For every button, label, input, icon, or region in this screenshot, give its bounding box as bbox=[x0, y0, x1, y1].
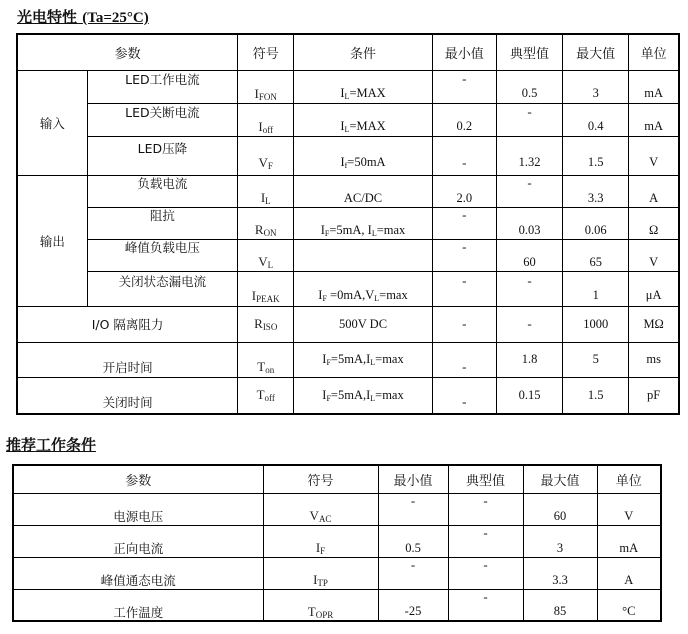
max-cell: 1000 bbox=[563, 306, 629, 342]
table-row bbox=[17, 239, 679, 271]
table-row bbox=[17, 271, 679, 306]
param-cell: I/O 隔离阻力 bbox=[17, 306, 238, 342]
symbol-cell: $I_{FON}$ bbox=[238, 70, 294, 103]
section-title-text: 光电特性 bbox=[17, 8, 78, 26]
header-typ: 典型值 bbox=[448, 465, 523, 493]
typ-cell: 0.5 bbox=[496, 70, 562, 103]
param-cell: 开启时间 bbox=[17, 342, 238, 377]
table-row bbox=[17, 306, 679, 342]
unit-cell: V bbox=[629, 239, 679, 271]
table-row bbox=[17, 342, 679, 377]
table-row bbox=[17, 175, 679, 207]
param-cell: LED压降 bbox=[87, 136, 237, 175]
unit-cell: mA bbox=[629, 70, 679, 103]
section-title-condition: (Ta=25°C) bbox=[82, 10, 149, 26]
unit-cell: MΩ bbox=[629, 306, 679, 342]
max-cell: 0.4 bbox=[563, 103, 629, 136]
condition-cell: $I_F =0mA,V_L=\max$ bbox=[294, 271, 432, 306]
max-cell: 0.06 bbox=[563, 207, 629, 239]
max-cell: 5 bbox=[563, 342, 629, 377]
param-cell: 关闭时间 bbox=[17, 377, 238, 414]
symbol-cell: $T_{OPR}$ bbox=[263, 589, 378, 621]
param-cell: 电源电压 bbox=[13, 493, 263, 525]
symbol-cell: $I_{off}$ bbox=[238, 103, 294, 136]
param-cell: 关闭状态漏电流 bbox=[87, 271, 237, 306]
max-cell: 1 bbox=[563, 271, 629, 306]
unit-cell: V bbox=[597, 493, 661, 525]
condition-cell: 500V DC bbox=[294, 306, 432, 342]
symbol-cell: $R_{ISO}$ bbox=[238, 306, 294, 342]
condition-cell: $I_L=MAX$ bbox=[294, 103, 432, 136]
max-cell: 3.3 bbox=[563, 175, 629, 207]
table-row bbox=[13, 525, 661, 557]
typ-cell: 0.03 bbox=[496, 207, 562, 239]
symbol-cell: $I_{PEAK}$ bbox=[238, 271, 294, 306]
max-cell: 65 bbox=[563, 239, 629, 271]
group-label-output: 输出 bbox=[17, 175, 87, 306]
table-row bbox=[13, 557, 661, 589]
header-max: 最大值 bbox=[563, 34, 629, 70]
param-cell: 峰值通态电流 bbox=[13, 557, 263, 589]
min-cell: - bbox=[432, 271, 496, 306]
condition-cell: $I_F=5mA,I_L=\max$ bbox=[294, 342, 432, 377]
group-label-input: 输入 bbox=[17, 70, 87, 175]
min-cell: 0.2 bbox=[432, 103, 496, 136]
header-min: 最小值 bbox=[432, 34, 496, 70]
condition-cell bbox=[294, 239, 432, 271]
unit-cell: Ω bbox=[629, 207, 679, 239]
param-cell: LED关断电流 bbox=[87, 103, 237, 136]
min-cell: - bbox=[432, 239, 496, 271]
typ-cell: - bbox=[448, 557, 523, 589]
symbol-cell: $I_{TP}$ bbox=[263, 557, 378, 589]
typ-cell: 0.15 bbox=[496, 377, 562, 414]
min-cell: - bbox=[432, 207, 496, 239]
max-cell: 85 bbox=[523, 589, 597, 621]
unit-cell: pF bbox=[629, 377, 679, 414]
typ-cell: - bbox=[496, 306, 562, 342]
section-title-recommended: 推荐工作条件 bbox=[6, 436, 97, 454]
header-row bbox=[13, 465, 661, 493]
condition-cell: AC/DC bbox=[294, 175, 432, 207]
unit-cell: mA bbox=[629, 103, 679, 136]
symbol-cell: $V_L$ bbox=[238, 239, 294, 271]
electro-optical-table bbox=[16, 33, 680, 415]
typ-cell: - bbox=[448, 589, 523, 621]
min-cell: 0.5 bbox=[378, 525, 448, 557]
table-row bbox=[17, 207, 679, 239]
table-row bbox=[17, 70, 679, 103]
max-cell: 3 bbox=[523, 525, 597, 557]
min-cell: - bbox=[432, 70, 496, 103]
condition-cell: $I_L=MAX$ bbox=[294, 70, 432, 103]
min-cell: - bbox=[432, 377, 496, 414]
recommended-conditions-table bbox=[12, 464, 662, 622]
unit-cell: V bbox=[629, 136, 679, 175]
max-cell: 1.5 bbox=[563, 377, 629, 414]
typ-cell: - bbox=[496, 271, 562, 306]
min-cell: - bbox=[378, 557, 448, 589]
min-cell: - bbox=[432, 342, 496, 377]
symbol-cell: $T_{off}$ bbox=[238, 377, 294, 414]
param-cell: 正向电流 bbox=[13, 525, 263, 557]
unit-cell: ms bbox=[629, 342, 679, 377]
unit-cell: A bbox=[597, 557, 661, 589]
symbol-cell: $V_{AC}$ bbox=[263, 493, 378, 525]
condition-cell: $I_f=50mA$ bbox=[294, 136, 432, 175]
header-min: 最小值 bbox=[378, 465, 448, 493]
header-symbol: 符号 bbox=[238, 34, 294, 70]
table-row bbox=[13, 589, 661, 621]
header-condition: 条件 bbox=[294, 34, 432, 70]
header-unit: 单位 bbox=[597, 465, 661, 493]
section-title-electro-optical bbox=[17, 6, 149, 27]
header-row bbox=[17, 34, 679, 70]
symbol-cell: $V_F$ bbox=[238, 136, 294, 175]
param-cell: 负载电流 bbox=[87, 175, 237, 207]
unit-cell: A bbox=[629, 175, 679, 207]
symbol-cell: $T_{on}$ bbox=[238, 342, 294, 377]
param-cell: 峰值负载电压 bbox=[87, 239, 237, 271]
typ-cell: - bbox=[496, 175, 562, 207]
typ-cell: - bbox=[448, 525, 523, 557]
header-typ: 典型值 bbox=[496, 34, 562, 70]
typ-cell: 1.8 bbox=[496, 342, 562, 377]
min-cell: 2.0 bbox=[432, 175, 496, 207]
header-param: 参数 bbox=[17, 34, 238, 70]
symbol-cell: $I_F$ bbox=[263, 525, 378, 557]
param-cell: 阻抗 bbox=[87, 207, 237, 239]
param-cell: 工作温度 bbox=[13, 589, 263, 621]
min-cell: - bbox=[432, 306, 496, 342]
typ-cell: - bbox=[448, 493, 523, 525]
header-unit: 单位 bbox=[629, 34, 679, 70]
param-cell: LED工作电流 bbox=[87, 70, 237, 103]
header-max: 最大值 bbox=[523, 465, 597, 493]
unit-cell: °C bbox=[597, 589, 661, 621]
header-param: 参数 bbox=[13, 465, 263, 493]
table-row bbox=[17, 103, 679, 136]
table-row bbox=[13, 493, 661, 525]
max-cell: 3 bbox=[563, 70, 629, 103]
max-cell: 3.3 bbox=[523, 557, 597, 589]
unit-cell: mA bbox=[597, 525, 661, 557]
max-cell: 60 bbox=[523, 493, 597, 525]
condition-cell: $I_F=5mA,I_L=\max$ bbox=[294, 377, 432, 414]
min-cell: -25 bbox=[378, 589, 448, 621]
typ-cell: - bbox=[496, 103, 562, 136]
symbol-cell: $R_{ON}$ bbox=[238, 207, 294, 239]
unit-cell: μA bbox=[629, 271, 679, 306]
typ-cell: 60 bbox=[496, 239, 562, 271]
condition-cell: $I_F=5mA$, $I_L=\max$ bbox=[294, 207, 432, 239]
symbol-cell: $I_L$ bbox=[238, 175, 294, 207]
header-symbol: 符号 bbox=[263, 465, 378, 493]
max-cell: 1.5 bbox=[563, 136, 629, 175]
table-row bbox=[17, 136, 679, 175]
min-cell: - bbox=[378, 493, 448, 525]
typ-cell: 1.32 bbox=[496, 136, 562, 175]
table-row bbox=[17, 377, 679, 414]
min-cell: - bbox=[432, 136, 496, 175]
